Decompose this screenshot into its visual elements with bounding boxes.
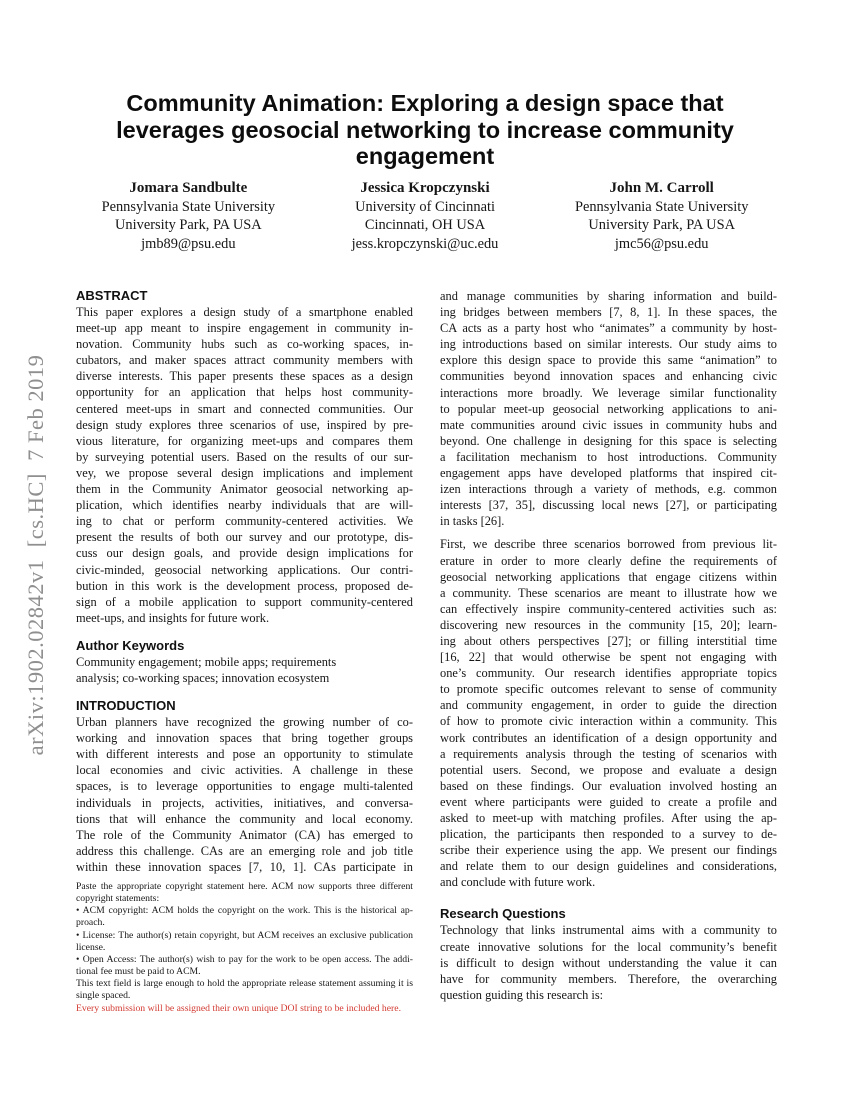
author-name: Jessica Kropczynski: [360, 180, 490, 196]
text-line: single spaced.: [76, 990, 131, 1002]
paragraph: [440, 922, 777, 1002]
research-questions-heading: Research Questions: [440, 906, 566, 922]
text-line: Every submission will be assigned their own unique DOI string to be included here.: [76, 1002, 402, 1014]
text-line: by surveying potential users. Based on the results of our sur-: [76, 449, 413, 464]
text-line: Community engagement; mobile apps; requirements: [76, 654, 337, 669]
text-line: one’s community. Our research identifies appropriate topics: [440, 666, 777, 681]
paragraph: [440, 536, 777, 890]
paragraph: [76, 930, 413, 954]
author-keywords-heading: Author Keywords: [76, 637, 185, 653]
paragraph: [76, 978, 413, 1002]
text-line: spaces, is to leverage opportunities to engage multi-talented: [76, 779, 413, 794]
text-line: a community. These scenarios are meant to illustrate how we: [440, 585, 777, 600]
text-line: design study explores three scenarios of use, inspired by pre-: [76, 417, 413, 432]
abstract-heading: ABSTRACT: [76, 288, 148, 303]
text-line: to promote specific outcomes relevant to sense of community: [440, 682, 777, 697]
text-line: CA acts as a party host who “animates” a community by host-: [440, 321, 777, 336]
text-line: The role of the Community Animator (CA) has emerged to: [76, 827, 413, 842]
text-line: izen interactions through a variety of methods, e.g. common: [440, 482, 777, 497]
text-line: working and innovation spaces that bring together groups: [76, 731, 413, 746]
text-line: opportunity for an application that helps host community-: [76, 385, 413, 400]
author-affiliation-line: University of Cincinnati: [355, 198, 495, 215]
text-line: vious literature, for organizing meet-ups and compares them: [76, 433, 413, 448]
text-line: mate communities around civic issues in community hubs and: [440, 417, 777, 432]
text-line: • ACM copyright: ACM holds the copyright on the work. This is the historical ap-: [76, 905, 413, 917]
text-line: and relate them to our design guidelines and considerations,: [440, 859, 777, 874]
text-line: is difficult to design without understanding the value it can: [440, 955, 777, 970]
text-line: explore this design space to provide this same “animation” to: [440, 353, 777, 368]
text-line: question guiding this research is:: [440, 987, 604, 1002]
text-line: [16, 22] that would otherwise be spent not engaging with: [440, 650, 777, 665]
text-line: within these innovation spaces [7, 10, 1]. CAs participate in: [76, 859, 413, 874]
text-line: create innovative solutions for the local community’s benefit: [440, 939, 777, 954]
author-affiliation-line: Pennsylvania State University: [574, 198, 749, 215]
introduction-heading: INTRODUCTION: [76, 698, 176, 714]
paper-title-line: leverages geosocial networking to increase community: [116, 116, 734, 143]
text-line: beyond. One challenge in designing for this space is selecting: [440, 433, 777, 448]
text-line: to popular meet-up geosocial networking applications to ani-: [440, 401, 777, 416]
author-affiliation-line: University Park, PA USA: [115, 217, 262, 234]
author-email: jmc56@psu.edu: [614, 236, 709, 253]
text-line: bution in this work is the development process, proposed de-: [76, 578, 413, 593]
text-line: with different interests and pose an opportunity to stimulate: [76, 747, 413, 762]
text-line: sign of a mobile application to support community-centered: [76, 594, 413, 609]
text-line: a facilitation mechanism to host introductions. Community: [440, 449, 777, 464]
text-line: ing bridges between members [7, 8, 1]. In these spaces, the: [440, 305, 777, 320]
text-line: license.: [76, 941, 106, 953]
text-line: address this challenge. CAs are an emerging role and job title: [76, 843, 413, 858]
text-line: • License: The author(s) retain copyright, but ACM receives an exclusive publication: [76, 929, 413, 941]
text-line: of how to promote civic interaction within a community. This: [440, 714, 777, 729]
paper-title-line: engagement: [355, 143, 495, 169]
text-line: present the results of both our survey and our prototype, dis-: [76, 530, 413, 545]
text-line: scribe their experience using the app. We present our findings: [440, 843, 777, 858]
paragraph: [76, 654, 413, 686]
text-line: cubators, and maker spaces attract community members with: [76, 353, 413, 368]
author-block: [70, 179, 307, 254]
text-line: a requirements analysis through the testing of scenarios with: [440, 746, 777, 761]
text-line: tions that will enhance the community and local economy.: [76, 811, 413, 826]
text-line: First, we describe three scenarios borrowed from previous lit-: [440, 537, 777, 552]
paragraph: [76, 881, 413, 905]
text-line: This paper explores a design study of a smartphone enabled: [76, 305, 413, 319]
text-line: plication, the participants then responded to a survey to de-: [440, 827, 777, 842]
text-line: interests [37, 35], discussing local news [27], or participating: [440, 498, 777, 513]
text-line: erature in order to more clearly define the requirements of: [440, 553, 777, 568]
text-line: communities beyond innovation spaces and enhancing civic: [440, 369, 777, 384]
text-line: proach.: [76, 917, 105, 929]
author-affiliation-line: Pennsylvania State University: [101, 198, 276, 215]
text-line: work contributes an identification of a design opportunity and: [440, 730, 777, 745]
doi-note-red: [76, 1003, 413, 1015]
paragraph: [76, 905, 413, 929]
author-email: jmb89@psu.edu: [141, 236, 236, 253]
authors-row: [70, 179, 780, 254]
text-line: cuss our design goals, and provide design implications for: [76, 546, 413, 561]
author-name: John M. Carroll: [609, 180, 714, 196]
paragraph: [440, 288, 777, 529]
text-line: vey, we propose several design implications and implement: [76, 465, 413, 480]
text-line: based on these findings. Our evaluation involved hosting an: [440, 778, 777, 793]
author-name: Jomara Sandbulte: [129, 180, 248, 196]
text-line: tional fee must be paid to ACM.: [76, 966, 201, 978]
author-email: jess.kropczynski@uc.edu: [351, 236, 499, 253]
author-affiliation-line: University Park, PA USA: [588, 217, 735, 234]
text-line: and community engagement, in order to guide the direction: [440, 698, 777, 713]
text-line: local economies and civic activities. A challenge in these: [76, 763, 413, 778]
copyright-footnote: [76, 881, 413, 1015]
text-line: meet-up app meant to inspire engagement in community in-: [76, 321, 413, 336]
text-line: ing introductions based on similar interests. Our study aims to: [440, 337, 777, 352]
text-line: and conclude with future work.: [440, 875, 596, 890]
arxiv-watermark-text: arXiv:1902.02842v1 [cs.HC] 7 Feb 2019: [23, 354, 48, 756]
text-line: Urban planners have recognized the growing number of co-: [76, 715, 413, 730]
paragraph: [76, 714, 413, 875]
text-line: diverse interests. This paper presents these spaces as a design: [76, 369, 413, 384]
text-line: This text field is large enough to hold the appropriate release statement assuming it is: [76, 978, 413, 990]
text-line: ing to chat or perform community-centered activities. We: [76, 514, 413, 529]
text-line: and manage communities by sharing information and build-: [440, 289, 777, 303]
text-line: centered meet-ups in smart and connected communities. Our: [76, 401, 413, 416]
text-line: plication, which identifies nearby individuals that are will-: [76, 498, 413, 513]
author-affiliation-line: Cincinnati, OH USA: [364, 217, 486, 234]
text-line: event where participants were guided to create a profile and: [440, 794, 777, 809]
paper-title: [75, 90, 775, 170]
paragraph: [76, 954, 413, 978]
text-line: them in the Community Animator geosocial networking ap-: [76, 482, 413, 497]
text-line: can effectively inspire community-centered activities such as:: [440, 601, 777, 616]
text-line: Paste the appropriate copyright statement here. ACM now supports three different: [76, 881, 413, 892]
text-line: copyright statements:: [76, 893, 160, 905]
text-line: civic-minded, geosocial networking applications. Our contri-: [76, 562, 413, 577]
text-line: Technology that links instrumental aims with a community to: [440, 923, 777, 938]
paragraph: [76, 304, 413, 626]
author-block: [543, 179, 780, 254]
text-line: engagement apps have developed platforms that inspired cit-: [440, 466, 777, 481]
text-line: asked to meet-up with matching profiles. After using the ap-: [440, 811, 777, 825]
text-line: analysis; co-working spaces; innovation ecosystem: [76, 670, 330, 685]
text-line: • Open Access: The author(s) wish to pay for the work to be open access. The addi-: [76, 953, 413, 965]
text-line: meet-ups, and insights for future work.: [76, 610, 270, 625]
text-line: geosocial networking applications that engage citizens within: [440, 569, 777, 584]
author-block: [307, 179, 544, 254]
text-line: interactions more broadly. We leverage similar functionality: [440, 385, 777, 400]
paper-title-line: Community Animation: Exploring a design space that: [126, 90, 724, 116]
text-line: ing about others perspectives [27]; or filling interstitial time: [440, 633, 777, 648]
text-line: individuals in projects, activities, initiatives, and conversa-: [76, 795, 413, 810]
text-line: potential users. Second, we propose and evaluate a design: [440, 762, 777, 777]
text-line: novation. Community hubs such as co-working spaces, in-: [76, 337, 413, 352]
text-line: have for community members. Therefore, the overarching: [440, 971, 777, 986]
text-line: discovering new resources in the community [15, 20]; learn-: [440, 617, 777, 632]
text-line: in tasks [26].: [440, 514, 505, 529]
column-left: [76, 288, 413, 875]
column-right: [440, 288, 777, 1003]
